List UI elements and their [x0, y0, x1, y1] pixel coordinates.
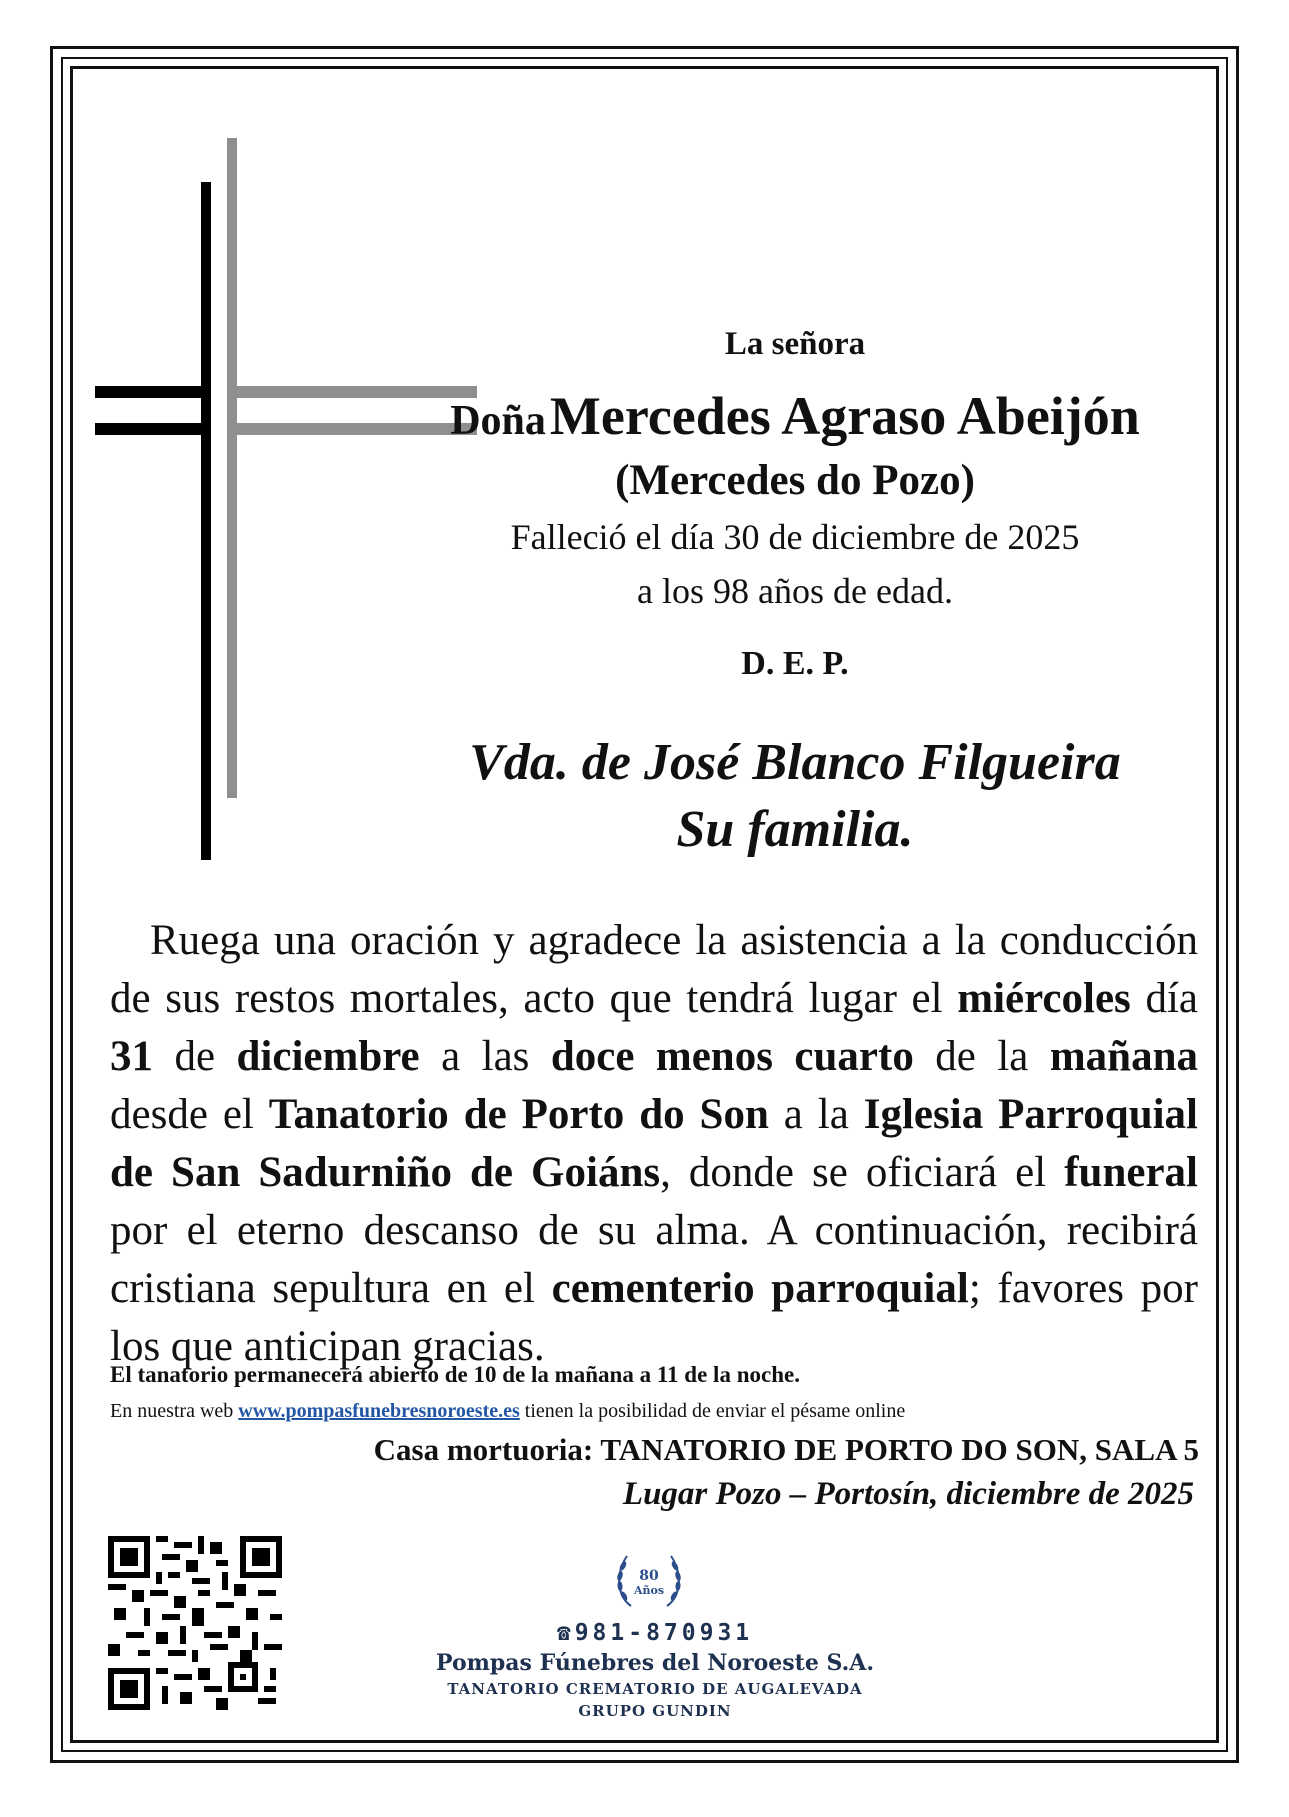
opening-hours: El tanatorio permanecerá abierto de 10 de la mañana a 11 de la noche.	[110, 1362, 800, 1387]
cross-black-arm-bottom	[95, 423, 211, 435]
deceased-name	[380, 385, 1210, 447]
place-date: Lugar Pozo – Portosín, diciembre de 2025	[622, 1476, 1194, 1512]
logo-number: 80	[639, 1568, 659, 1584]
death-date: Falleció el día 30 de diciembre de 2025	[510, 517, 1080, 557]
rip: D. E. P.	[741, 645, 849, 682]
logo-word: Años	[633, 1584, 665, 1597]
phone-number[interactable]: ☎981-870931	[556, 1620, 754, 1646]
cross-icon	[95, 138, 355, 858]
group-name: GRUPO GUNDIN	[578, 1702, 732, 1720]
qr-code[interactable]	[108, 1536, 282, 1710]
cross-black-vertical	[201, 182, 211, 860]
alias: (Mercedes do Pozo)	[615, 457, 975, 504]
casa-mortuoria: Casa mortuoria: TANATORIO DE PORTO DO SON, SALA 5	[373, 1432, 1199, 1467]
funeral-announcement: Ruega una oración y agradece la asistencia a la conducción de sus restos mortales, acto que tendrá lugar el miércoles día 31 de diciembre a las doce menos cuarto de la mañana desde el Tanatorio de Porto do Son a la Iglesia Parroquial de San Sadurniño de Goiáns, donde se oficiará el funeral por el eterno descanso de su alma. A continuación, recibirá cristiana sepultura en el cementerio parroquial; favores por los que anticipan gracias.	[110, 917, 1199, 1370]
cross-black-arm-top	[95, 386, 211, 398]
family: Su familia.	[676, 801, 914, 858]
age: a los 98 años de edad.	[637, 571, 953, 611]
laurel-wreath-logo	[609, 1544, 689, 1618]
website-link[interactable]: www.pompasfunebresnoroeste.es	[238, 1400, 520, 1422]
full-name: Mercedes Agraso Abeijón	[549, 386, 1140, 446]
tanatorio-name: TANATORIO CREMATORIO DE AUGALEVADA	[447, 1680, 863, 1698]
title-prefix: La señora	[724, 326, 866, 362]
phone-icon: ☎	[556, 1620, 575, 1646]
company-name: Pompas Fúnebres del Noroeste S.A.	[436, 1650, 874, 1676]
widow-of: Vda. de José Blanco Filgueira	[469, 734, 1121, 791]
cross-gray-vertical	[227, 138, 237, 798]
web-note: En nuestra web www.pompasfunebresnoroeste.es tienen la posibilidad de enviar el pésame online	[110, 1400, 906, 1422]
honorific: Doña	[450, 398, 546, 444]
